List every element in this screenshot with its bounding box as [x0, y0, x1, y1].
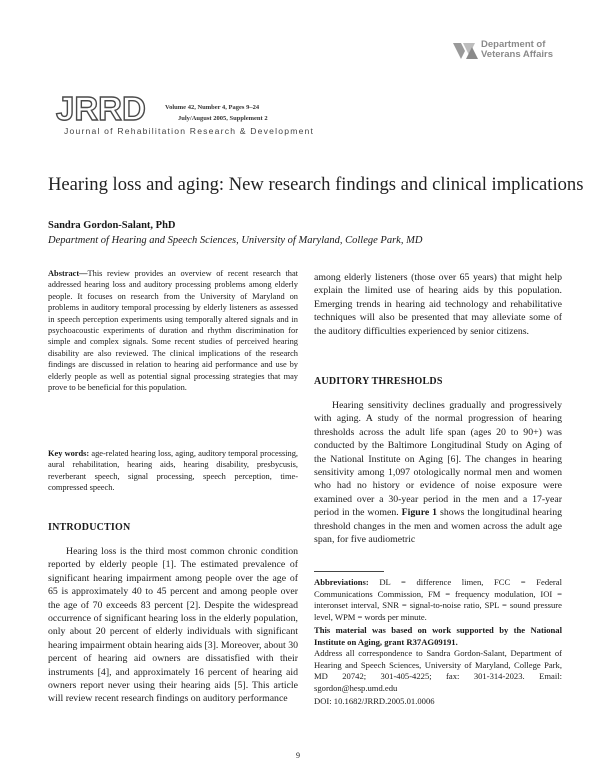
va-line-2: Veterans Affairs — [481, 49, 553, 60]
auditory-text — [314, 399, 562, 546]
keywords-text: age-related hearing loss, aging, auditory temporal processing, aural rehabilitation, hearing aids, hearing disability, presbycusis, reverberant speech, signal processing, speech perception, time-compressed speech. — [48, 449, 299, 493]
doi-footnote[interactable]: DOI: 10.1682/JRRD.2005.01.0006 — [314, 696, 435, 706]
date-line: July/August 2005, Supplement 2 — [178, 115, 268, 122]
keywords — [48, 448, 298, 494]
va-line-1: Department of — [481, 39, 546, 50]
introduction-continued: among elderly listeners (those over 65 years) that might help explain the limited use of hearing aids by this population. Emerging trends in hearing aid technology and rehabilitative techniques will also be presented that may alleviate some of the auditory difficulties experienced by senior citizens. — [314, 272, 562, 337]
author-name: Sandra Gordon-Salant, PhD — [48, 220, 176, 231]
funding-footnote: This material was based on work supported by the National Institute on Aging, grant R37AG09191. — [314, 625, 562, 647]
introduction-heading: INTRODUCTION — [48, 522, 131, 533]
page-number: 9 — [296, 751, 300, 760]
journal-logo: JRRD — [56, 90, 146, 127]
va-seal-icon — [452, 41, 479, 61]
volume-line: Volume 42, Number 4, Pages 9–24 — [165, 104, 260, 111]
abstract-label: Abstract— — [48, 269, 88, 278]
introduction-text: Hearing loss is the third most common chronic condition reported by elderly people [1]. The estimated prevalence of significant hearing impairment among people over the age of 65 is approximately 40 to 45 percent and among people over the age of 70 exceeds 83 percent [2]. Despite the widespread occurrence of significant hearing loss in the elderly population, only about 20 percent of elderly individuals with significant hearing impairment obtain hearing aids [3]. Moreover, about 30 percent of hearing aid owners are dissatisfied with their instruments [4], and approximately 16 percent of hearing aid owners report never using their hearing aids [5]. This article will review recent research findings on auditory performance — [48, 546, 298, 705]
va-logo — [452, 40, 553, 61]
auditory-heading: AUDITORY THRESHOLDS — [314, 376, 443, 387]
figure-1-reference[interactable]: Figure 1 — [401, 507, 438, 519]
abbreviations-label: Abbreviations: — [314, 577, 369, 587]
abbreviations-footnote — [314, 577, 562, 623]
footnote-divider — [314, 571, 384, 572]
journal-name: Journal of Rehabilitation Research & Development — [64, 126, 315, 136]
abstract-text: This review provides an overview of recent research that addressed hearing loss and auditory processing problems among elderly people. It focuses on research from the University of Maryland on problems in auditory temporal processing by elderly listeners as assessed in speech perception experiments using temporally altered signals and in psychoacoustic experiments of duration and rhythm discrimination for simple and complex signals. Some recent studies of perceived hearing disability are also reviewed. The clinical implications of the research findings are discussed in relation to hearing aid performance and use by elderly people as well as potential signal processing strategies that may prove to be beneficial for this population. — [48, 269, 298, 393]
author-affiliation: Department of Hearing and Speech Sciences, University of Maryland, College Park, MD — [48, 235, 423, 246]
article-title: Hearing loss and aging: New research findings and clinical implications — [48, 174, 584, 195]
keywords-label: Key words: — [48, 449, 90, 458]
auditory-text-after: shows the longitudinal hearing threshold changes in the men and women across the adult age span, for five audiometric — [314, 507, 562, 546]
abstract — [48, 268, 298, 393]
auditory-text-before: Hearing sensitivity declines gradually and progressively with aging. A study of the normal progression of hearing thresholds across the adult life span (ages 20 to 90+) was conducted by the Baltimore Longitudinal Study on Aging of the National Institute on Aging [6]. The changes in hearing sensitivity among 1,097 otologically normal men and women who had no history or evidence of noise exposure were examined over a 30-year period in the men and a 17-year period in the women. — [314, 400, 562, 519]
correspondence-footnote: Address all correspondence to Sandra Gordon-Salant, Department of Hearing and Speech Sciences, University of Maryland, College Park, MD 20742; 301-405-4225; fax: 301-314-2023. Email: sgordon@hesp.umd.edu — [314, 648, 562, 693]
abbreviations-text: DL = difference limen, FCC = Federal Communications Commission, FM = frequency modulation, IOI = interonset interval, SNR = signal-to-noise ratio, SPL = sound pressure level, WPM = words per minute. — [314, 577, 562, 622]
